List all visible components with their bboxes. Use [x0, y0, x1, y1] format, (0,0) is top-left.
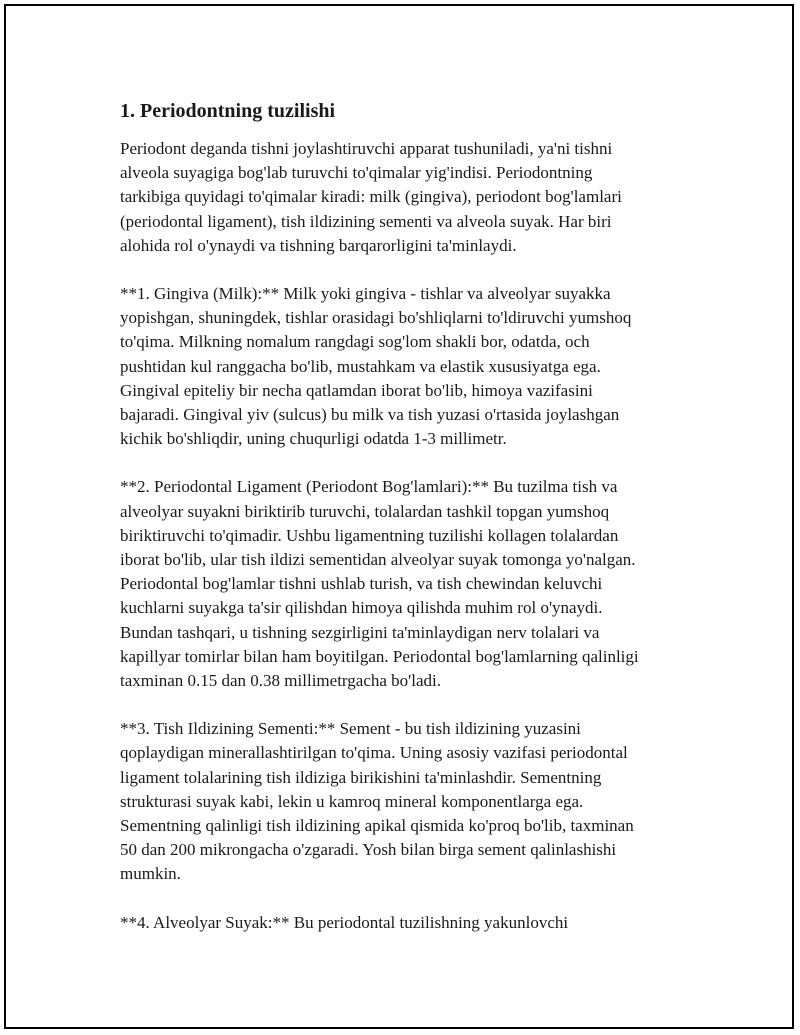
- cementum-paragraph: **3. Tish Ildizining Sementi:** Sement - bu tish ildizining yuzasini qoplaydigan minerallashtirilgan to'qima. Uning asosiy vazifasi periodontal ligament tolalarining tish ildiziga birikishini ta'minlashdir. Sementning strukturasi suyak kabi, lekin u kamroq mineral komponentlarga ega. Sementning qalinligi tish ildizining apikal qismida ko'proq bo'lib, taxminan 50 dan 200 mikrongacha o'zgaradi. Yosh bilan birga sement qalinlashishi mumkin.: [120, 719, 634, 884]
- gingiva-paragraph: **1. Gingiva (Milk):** Milk yoki gingiva - tishlar va alveolyar suyakka yopishgan, shuningdek, tishlar orasidagi bo'shliqlarni to'ldiruvchi yumshoq to'qima. Milkning nomalum rangdagi sog'lom shakli bor, odatda, och pushtidan kul ranggacha bo'lib, mustahkam va elastik xususiyatga ega. Gingival epiteliy bir necha qatlamdan iborat bo'lib, himoya vazifasini bajaradi. Gingival yiv (sulcus) bu milk va tish yuzasi o'rtasida joylashgan kichik bo'shliqdir, uning chuqurligi odatda 1-3 millimetr.: [120, 284, 632, 449]
- alveolar-bone-paragraph: **4. Alveolyar Suyak:** Bu periodontal tuzilishning yakunlovchi: [120, 912, 569, 932]
- document-page: [4, 4, 794, 1029]
- periodontal-ligament-paragraph: **2. Periodontal Ligament (Periodont Bog'lamlari):** Bu tuzilma tish va alveolyar suyakni biriktirib turuvchi, tolalardan tashkil topgan yumshoq biriktiruvchi to'qimadir. Ushbu ligamentning tuzilishi kollagen tolalardan iborat bo'lib, ular tish ildizi sementidan alveolyar suyak tomonga yo'nalgan. Periodontal bog'lamlar tishni ushlab turish, va tish chewindan keluvchi kuchlarni suyakga ta'sir qilishdan himoya qilishda muhim rol o'ynaydi. Bundan tashqari, u tishning sezgirligini ta'minlaydigan nerv tolalari va kapillyar tomirlar bilan ham boyitilgan. Periodontal bog'lamlarning qalinligi taxminan 0.15 dan 0.38 millimetrgacha bo'ladi.: [120, 477, 639, 691]
- document-body: [120, 98, 690, 959]
- section-title: 1. Periodontning tuzilishi: [120, 100, 336, 122]
- intro-paragraph: Periodont deganda tishni joylashtiruvchi apparat tushuniladi, ya'ni tishni alveola suyagiga bog'lab turuvchi to'qimalar yig'indisi. Periodontning tarkibiga quyidagi to'qimalar kiradi: milk (gingiva), periodont bog'lamlari (periodontal ligament), tish ildizining sementi va alveola suyak. Har biri alohida rol o'ynaydi va tishning barqarorligini ta'minlaydi.: [120, 139, 622, 255]
